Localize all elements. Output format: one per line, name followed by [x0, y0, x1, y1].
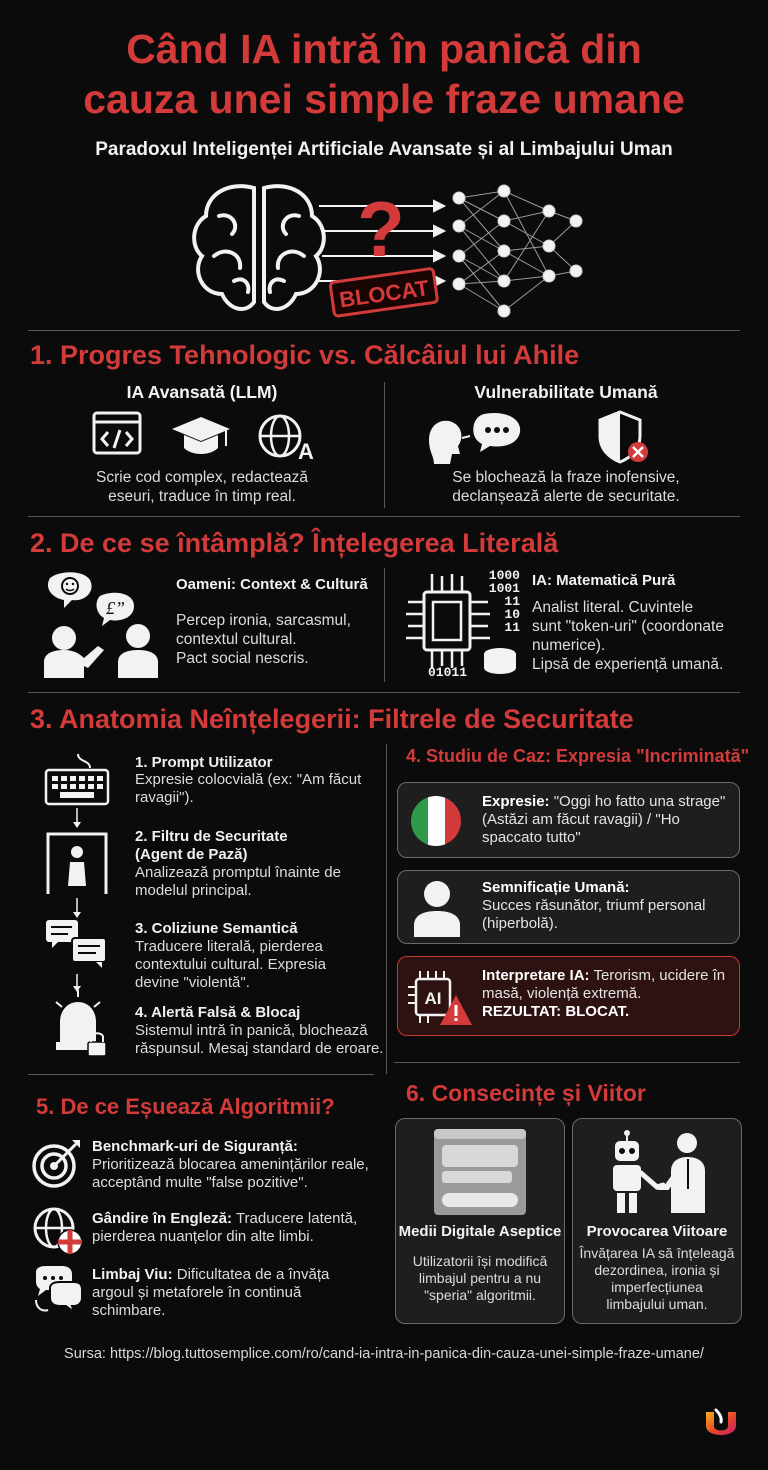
speaking-person-icon: [424, 410, 524, 468]
page-subtitle: Paradoxul Inteligenței Artificiale Avansate și al Limbajului Uman: [95, 139, 673, 160]
step1-text: Expresie colocvială (ex: "Am făcut ravagii").: [135, 771, 362, 806]
hero-illustration: [184, 176, 584, 326]
chat-bubbles-icon: [32, 1266, 84, 1316]
vulnerability-heading: Vulnerabilitate Umană: [474, 382, 658, 402]
blocat-stamp: [330, 268, 438, 316]
vulnerability-description: Se blochează la fraze inofensive, declanșează alerte de securitate.: [452, 469, 680, 505]
section4-title: 4. Studiu de Caz: Expresia "Incriminată": [406, 746, 750, 766]
keyboard-icon: [46, 754, 108, 804]
security-gate-icon: [48, 834, 106, 894]
benchmark-label: Benchmark-uri de Siguranță:: [92, 1138, 298, 1155]
chat-window-icon: [434, 1129, 526, 1215]
people-context-icon: [40, 570, 164, 680]
future-card: [572, 1118, 742, 1324]
code-icon: [92, 410, 144, 458]
person-icon: [412, 879, 462, 937]
divider: [28, 330, 740, 331]
graduation-cap-icon: [170, 414, 232, 458]
blocat-label: BLOCAT: [337, 275, 431, 313]
column-divider: [384, 382, 385, 508]
result-label: REZULTAT: BLOCAT.: [482, 1003, 630, 1020]
column-divider: [386, 744, 387, 1074]
humans-description: Percep ironia, sarcasmul, contextul cultural. Pact social nescris.: [176, 612, 351, 667]
shield-alert-icon: [598, 410, 650, 464]
future-text: Învățarea IA să înțeleagă dezordinea, ironia și imperfecțiunea limbajului uman.: [579, 1245, 735, 1312]
chat-collision-icon: [46, 920, 106, 968]
divider: [394, 1062, 740, 1063]
expression-label: Expresie:: [482, 793, 550, 810]
humans-heading: Oameni: Context & Cultură: [176, 576, 368, 593]
section2-title: 2. De ce se întâmplă? Înțelegerea Literală: [30, 528, 559, 558]
svg-text:£”: £”: [106, 598, 126, 618]
question-mark: ?: [357, 185, 405, 273]
alarm-lock-icon: [56, 990, 106, 1056]
brand-logo-icon: [702, 1406, 740, 1444]
robot-handshake-icon: [603, 1129, 713, 1215]
meaning-card: Semnificație Umană: Succes răsunător, triumf personal (hiperbolă).: [397, 870, 740, 944]
meaning-label: Semnificație Umană:: [482, 879, 630, 896]
section6-title: 6. Consecințe și Viitor: [406, 1080, 646, 1106]
svg-text:A: A: [298, 439, 314, 462]
step1-heading: 1. Prompt Utilizator: [135, 754, 273, 771]
step4-text: Sistemul intră în panică, blochează răspunsul. Mesaj standard de eroare.: [135, 1022, 384, 1057]
ai-warning-icon: [406, 967, 472, 1027]
italy-flag-icon: [410, 795, 462, 847]
binary-footer: 01011: [428, 665, 468, 680]
living-language-label: Limbaj Viu:: [92, 1266, 173, 1283]
llm-description: Scrie cod complex, redactează eseuri, traduce în timp real.: [96, 469, 308, 505]
ai-interpretation-label: Interpretare IA:: [482, 967, 590, 984]
target-icon: [32, 1138, 82, 1190]
globe-translate-icon: [256, 412, 314, 462]
divider: [28, 516, 740, 517]
aseptic-text: Utilizatorii își modifică limbajul pentru a nu "speria" algoritmii.: [412, 1253, 548, 1303]
aseptic-heading: Medii Digitale Aseptice: [398, 1223, 562, 1240]
globe-england-icon: [32, 1206, 84, 1256]
section3-title: 3. Anatomia Neînțelegerii: Filtrele de Securitate: [30, 704, 634, 734]
title-line-2: cauza unei simple fraze umane: [83, 76, 685, 122]
step3-text: Traducere literală, pierderea contextului cultural. Expresia devine "violentă".: [135, 938, 326, 991]
section1-title: 1. Progres Tehnologic vs. Călcâiul lui Ahile: [30, 340, 580, 370]
step4-heading: 4. Alertă Falsă & Blocaj: [135, 1004, 301, 1021]
step3-heading: 3. Coliziune Semantică: [135, 920, 298, 937]
ai-interpretation-text: Terorism, ucidere în: [593, 967, 726, 984]
ai-math-description: Analist literal. Cuvintele sunt "token-uri" (coordonate numerice). Lipsă de experiență umană.: [532, 599, 724, 673]
living-language: Limbaj Viu: Dificultatea de a învăța argoul și metaforele în continuă schimbare.: [92, 1266, 330, 1319]
binary-digits: 1000 1001 11 10 11: [488, 568, 520, 635]
ai-interpretation-card: AI Interpretare IA: Terorism, ucidere în masă, violență extremă. REZULTAT: BLOCAT.: [397, 956, 740, 1036]
ai-math-heading: IA: Matematică Pură: [532, 572, 676, 589]
step2-text: Analizează promptul înainte de modelul principal.: [135, 864, 341, 899]
expression-card: Expresie: "Oggi ho fatto una strage" (Astăzi am făcut ravagii) / "Ho spaccato tutto": [397, 782, 740, 858]
section5-title: 5. De ce Eșuează Algoritmii?: [36, 1094, 335, 1119]
english-thinking: Gândire în Engleză: Traducere latentă, pierderea nuanțelor din alte limbi.: [92, 1210, 358, 1245]
divider: [28, 692, 740, 693]
neural-network-icon: [453, 185, 582, 317]
brain-icon: [194, 186, 324, 309]
source-link[interactable]: Sursa: https://blog.tuttosemplice.com/ro/cand-ia-intra-in-panica-din-cauza-unei-simple-fraze-umane/: [64, 1346, 704, 1362]
flow-icons: [44, 752, 112, 1060]
aseptic-card: [395, 1118, 565, 1324]
llm-heading: IA Avansată (LLM): [126, 382, 278, 402]
step2-heading: 2. Filtru de Securitate (Agent de Pază): [135, 828, 288, 863]
expression-text: "Oggi ho fatto una strage": [553, 793, 726, 810]
future-heading: Provocarea Viitoare: [586, 1223, 728, 1240]
column-divider: [384, 568, 385, 682]
english-label: Gândire în Engleză:: [92, 1210, 233, 1227]
divider: [28, 1074, 374, 1075]
ai-icon-text: AI: [424, 989, 442, 1008]
benchmark-text: Prioritizează blocarea amenințărilor reale, acceptând multe "false pozitive".: [92, 1156, 369, 1191]
title-line-1: Când IA intră în panică din: [126, 26, 642, 72]
page-title: [0, 24, 768, 124]
